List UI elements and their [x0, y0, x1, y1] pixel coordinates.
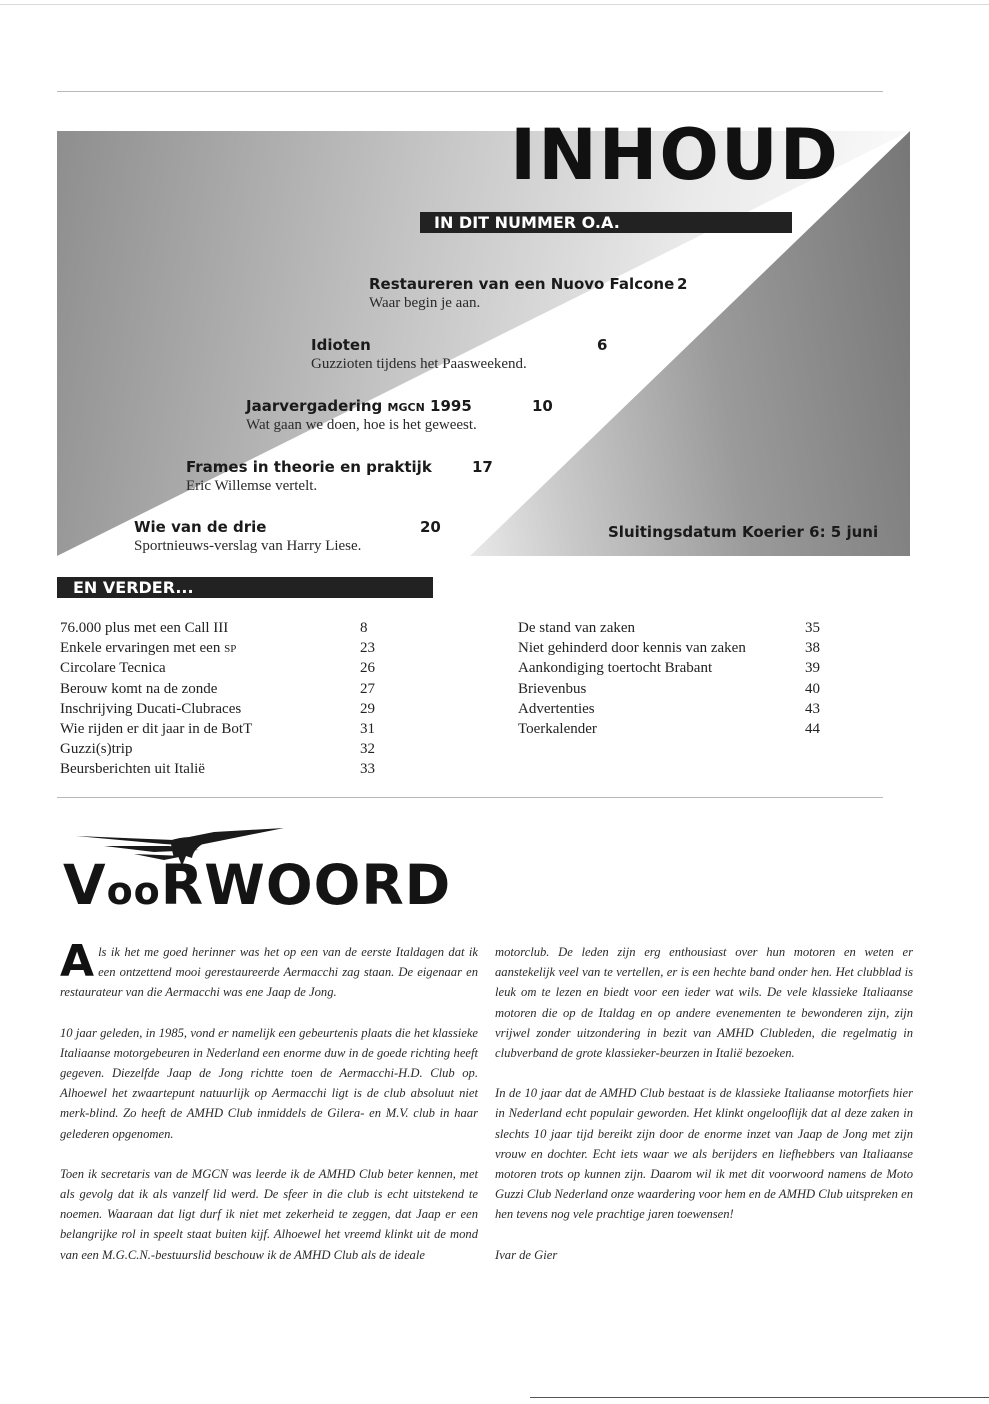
list-item[interactable] — [518, 699, 838, 719]
toc-item-page: 6 — [597, 336, 608, 354]
list-item-page: 8 — [360, 620, 368, 636]
list-item-page: 33 — [360, 761, 375, 778]
toc-item-page: 2 — [677, 275, 688, 293]
list-item-title: Wie rijden er dit jaar in de BotT — [60, 720, 253, 737]
list-item-title: 76.000 plus met een Call III — [60, 620, 229, 636]
list-item-title: Beursberichten uit Italië — [60, 761, 205, 778]
toc-item-frames[interactable] — [186, 458, 432, 495]
paragraph: 10 jaar geleden, in 1985, vond er namelijk een gebeurtenis plaats die het klassieke Italiaanse motorgebeuren in Nederland een enorme duw in de goede richting heeft gegeven. Diezelfde Jaap de Jong richtte toen de Aermacchi-H.D. Club op. Alhoewel het zwaartepunt natuurlijk op Aermacchi ligt is de club absoluut niet merk-blind. Zo heeft de AMHD Club inmiddels de Gilera- en M.V. club in haar gelederen opgenomen. — [60, 1025, 478, 1141]
list-item-page: 32 — [360, 741, 375, 758]
toc-item-subtitle: Waar begin je aan. — [369, 295, 481, 311]
list-item[interactable] — [60, 679, 390, 699]
toc-item-title: Idioten — [311, 336, 371, 354]
list-item-title: Inschrijving Ducati-Clubraces — [60, 700, 242, 717]
list-item-title: Berouw komt na de zonde — [60, 680, 218, 697]
toc-item-wie-van-de-drie[interactable] — [134, 518, 361, 555]
list-item-title: Enkele ervaringen met een — [60, 640, 221, 657]
paragraph: motorclub. De leden zijn erg enthousiast over hun motoren en weten er aanstekelijk veel van te vertellen, er is een hechte band onder hen. Het clubblad is leuk om te lezen en biedt voor een ieder wat wils. De vele klassieke Italiaanse motoren die op de Italdag en op andere evenementen te bewonderen zijn, zijn vrijwel zonder uitzondering in bezit van AMHD Clubleden, die regelmatig in clubverband de grote klassieker-beurzen in Italië bezoeken. — [495, 945, 913, 1061]
toc-item-jaarvergadering[interactable] — [246, 397, 477, 434]
paragraph: In de 10 jaar dat de AMHD Club bestaat is de klassieke Italiaanse motorfiets hier in Nederland echt populair geworden. Het klinkt ongelooflijk dat al deze zaken in slechts 10 jaar tijd bereikt zijn door de enorme inzet van Jaap de Jong met zijn vrouw en dochter. Echt iets waar we als berijders en liefhebbers van Italiaanse motoren trots op kunnen zijn. Daarom wil ik met dit voorwoord namens de Moto Guzzi Club Nederland onze waardering voor hem en de AMHD Club uitspreken en hen tevens nog vele prachtige jaren toewensen! — [495, 1086, 913, 1222]
verder-list-left — [60, 618, 390, 780]
toc-title-year: 1995 — [430, 397, 472, 415]
list-item-page: 29 — [360, 700, 375, 717]
list-item-title: Brievenbus — [518, 680, 587, 697]
toc-item-title: Wie van de drie — [134, 518, 267, 536]
list-item[interactable] — [60, 719, 390, 739]
in-dit-nummer-bar: IN DIT NUMMER O.A. — [420, 212, 792, 233]
list-item-page: 44 — [805, 720, 820, 737]
list-item-smallcaps: SP — [224, 643, 237, 656]
list-item-page: 23 — [360, 640, 375, 657]
voorwoord-title-rest: RWOORD — [160, 853, 452, 917]
toc-item-subtitle: Eric Willemse vertelt. — [186, 478, 318, 494]
list-item-page: 40 — [805, 680, 820, 697]
list-item-page: 38 — [805, 640, 820, 657]
drop-cap: A — [60, 936, 95, 987]
toc-title-smallcaps: MGCN — [387, 401, 425, 414]
voorwoord-title — [63, 853, 452, 917]
toc-item-idioten[interactable] — [311, 336, 527, 373]
list-item-title: Aankondiging toertocht Brabant — [518, 660, 713, 677]
voorwoord-column-right — [495, 942, 913, 1285]
list-item-title: Circolare Tecnica — [60, 660, 166, 677]
list-item-title: Toerkalender — [518, 720, 597, 737]
toc-item-title: Frames in theorie en praktijk — [186, 458, 432, 476]
list-item[interactable] — [518, 618, 838, 638]
toc-item-title — [246, 397, 477, 415]
voorwoord-column-left — [60, 936, 478, 1285]
list-item[interactable] — [60, 739, 390, 759]
list-item[interactable] — [518, 638, 838, 658]
list-item-page: 35 — [805, 620, 820, 636]
list-item[interactable] — [518, 679, 838, 699]
voorwoord-title-oo: oo — [106, 869, 161, 913]
list-item-title: Niet gehinderd door kennis van zaken — [518, 640, 746, 657]
list-item[interactable] — [60, 699, 390, 719]
list-item-page: 43 — [805, 700, 820, 717]
toc-item-page: 20 — [420, 518, 441, 536]
list-item-title: Advertenties — [518, 700, 595, 717]
list-item[interactable] — [60, 658, 390, 678]
list-item[interactable] — [60, 638, 390, 658]
toc-item-restaureren[interactable] — [369, 275, 674, 312]
top-rule — [57, 91, 883, 92]
en-verder-bar: EN VERDER... — [57, 577, 433, 598]
bottom-rule — [530, 1397, 989, 1398]
inhoud-title: INHOUD — [510, 114, 840, 196]
verder-list-right — [518, 618, 838, 739]
list-item-title: De stand van zaken — [518, 620, 636, 636]
section-divider — [57, 797, 883, 798]
list-item[interactable] — [518, 719, 838, 739]
paragraph-text: ls ik het me goed herinner was het op een van de eerste Italdagen dat ik een ontzettend mooi gerestaureerde Aermacchi zag staan. De eigenaar en restaurateur van die Aermacchi was ene Jaap de Jong. — [60, 945, 478, 1000]
toc-item-title: Restaureren van een Nuovo Falcone — [369, 275, 675, 293]
toc-item-page: 10 — [532, 397, 553, 415]
deadline-note: Sluitingsdatum Koerier 6: 5 juni — [608, 523, 879, 541]
list-item[interactable] — [60, 759, 390, 779]
list-item-page: 39 — [805, 660, 820, 677]
list-item-page: 31 — [360, 720, 375, 737]
list-item-title: Guzzi(s)trip — [60, 741, 133, 758]
page-top-edge — [0, 4, 989, 5]
toc-item-subtitle: Guzzioten tijdens het Paasweekend. — [311, 356, 527, 372]
list-item[interactable] — [518, 658, 838, 678]
toc-title-main: Jaarvergadering — [246, 397, 383, 415]
toc-item-subtitle: Wat gaan we doen, hoe is het geweest. — [246, 417, 477, 433]
paragraph — [60, 936, 478, 1003]
voorwoord-title-v: V — [63, 853, 107, 917]
list-item[interactable] — [60, 618, 390, 638]
toc-item-subtitle: Sportnieuws-verslag van Harry Liese. — [134, 538, 362, 554]
signature: Ivar de Gier — [495, 1247, 558, 1262]
toc-item-page: 17 — [472, 458, 493, 476]
list-item-page: 26 — [360, 660, 375, 677]
paragraph: Toen ik secretaris van de MGCN was leerde ik de AMHD Club beter kennen, met als gevolg dat ik als vanzelf lid werd. De sfeer in die club is echt uitstekend te noemen. Waaraan dat ligt durf ik niet met zekerheid te zeggen, dat Jaap er een belangrijke rol in speelt staat buiten kijf. Alhoewel het vreemd klinkt uit de mond van een M.G.C.N.-bestuurslid beschouw ik de AMHD Club als de ideale — [60, 1166, 478, 1262]
list-item-page: 27 — [360, 680, 375, 697]
